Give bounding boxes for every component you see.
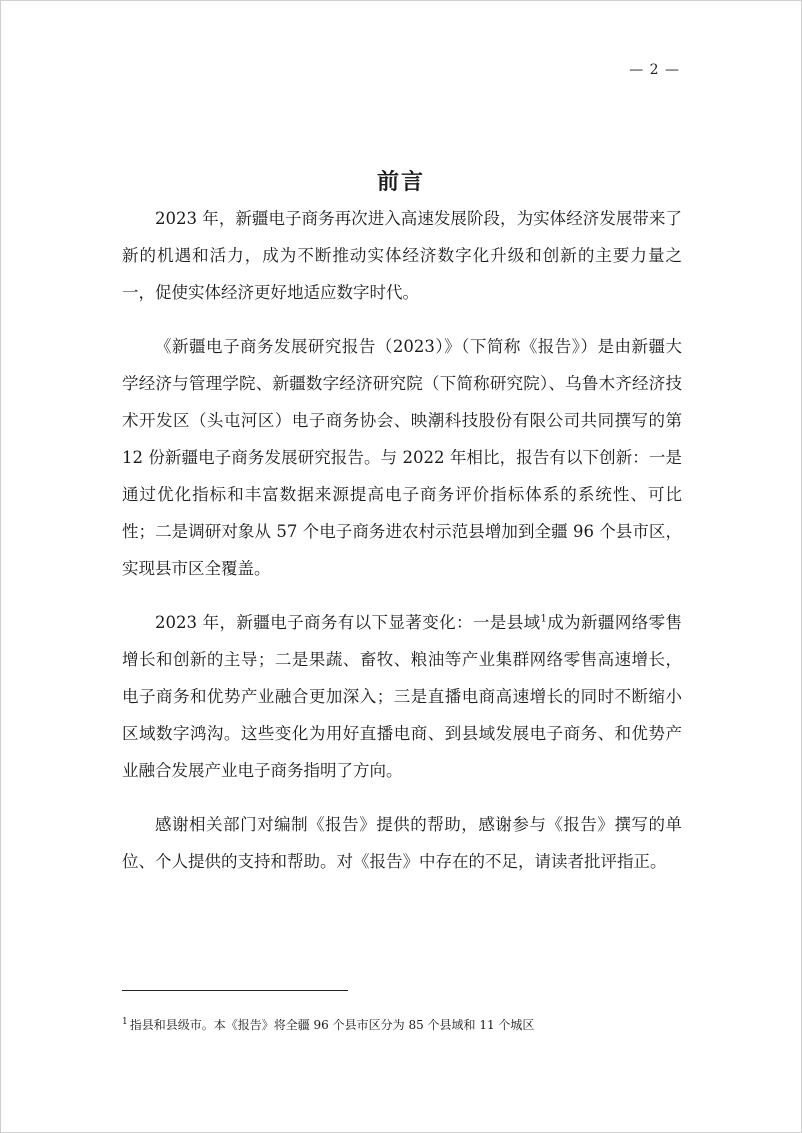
footnote-divider — [122, 990, 348, 991]
paragraph-intro: 2023 年，新疆电子商务再次进入高速发展阶段，为实体经济发展带来了新的机遇和活力，成为不断推动实体经济数字化升级和创新的主要力量之一，促使实体经济更好地适应数字时代。 — [122, 209, 682, 302]
footnote-reference[interactable]: 1 — [540, 613, 547, 625]
paragraph-report-description: 《新疆电子商务发展研究报告（2023）》（下简称《报告》）是由新疆大学经济与管理学院、新疆数字经济研究院（下简称研究院）、乌鲁木齐经济技术开发区（头屯河区）电子商务协会、映潮科技股份有限公司共同撰写的第 12 份新疆电子商务发展研究报告。与 2022 年相比，报告有以下创新：一是通过优化指标和丰富数据来源提高电子商务评价指标体系的系统性、可比性；二是调研对象从 57 个电子商务进农村示范县增加到全疆 96 个县市区，实现县市区全覆盖。 — [122, 337, 682, 578]
page-title: 前言 — [376, 168, 425, 195]
paragraph-changes-start: 2023 年，新疆电子商务有以下显著变化：一是县域 — [155, 613, 541, 632]
paragraph-changes — [122, 604, 682, 789]
footnote-text: 指县和县级市。本《报告》将全疆 96 个县市区分为 85 个县域和 11 个城区 — [129, 1018, 535, 1032]
footnote — [122, 1016, 682, 1034]
paragraph-changes-end: 成为新疆网络零售增长和创新的主导；二是果蔬、畜牧、粮油等产业集群网络零售高速增长，电子商务和优势产业融合更加深入；三是直播电商高速增长的同时不断缩小区域数字鸿沟。这些变化为用好直播电商、到县域发展电子商务、和优势产业融合发展产业电子商务指明了方向。 — [122, 613, 682, 780]
preface-body — [122, 200, 682, 897]
page-number: — 2 — — [629, 62, 680, 78]
paragraph-acknowledgement: 感谢相关部门对编制《报告》提供的帮助，感谢参与《报告》撰写的单位、个人提供的支持和帮助。对《报告》中存在的不足，请读者批评指正。 — [122, 815, 682, 871]
footnote-mark: 1 — [122, 1017, 128, 1027]
